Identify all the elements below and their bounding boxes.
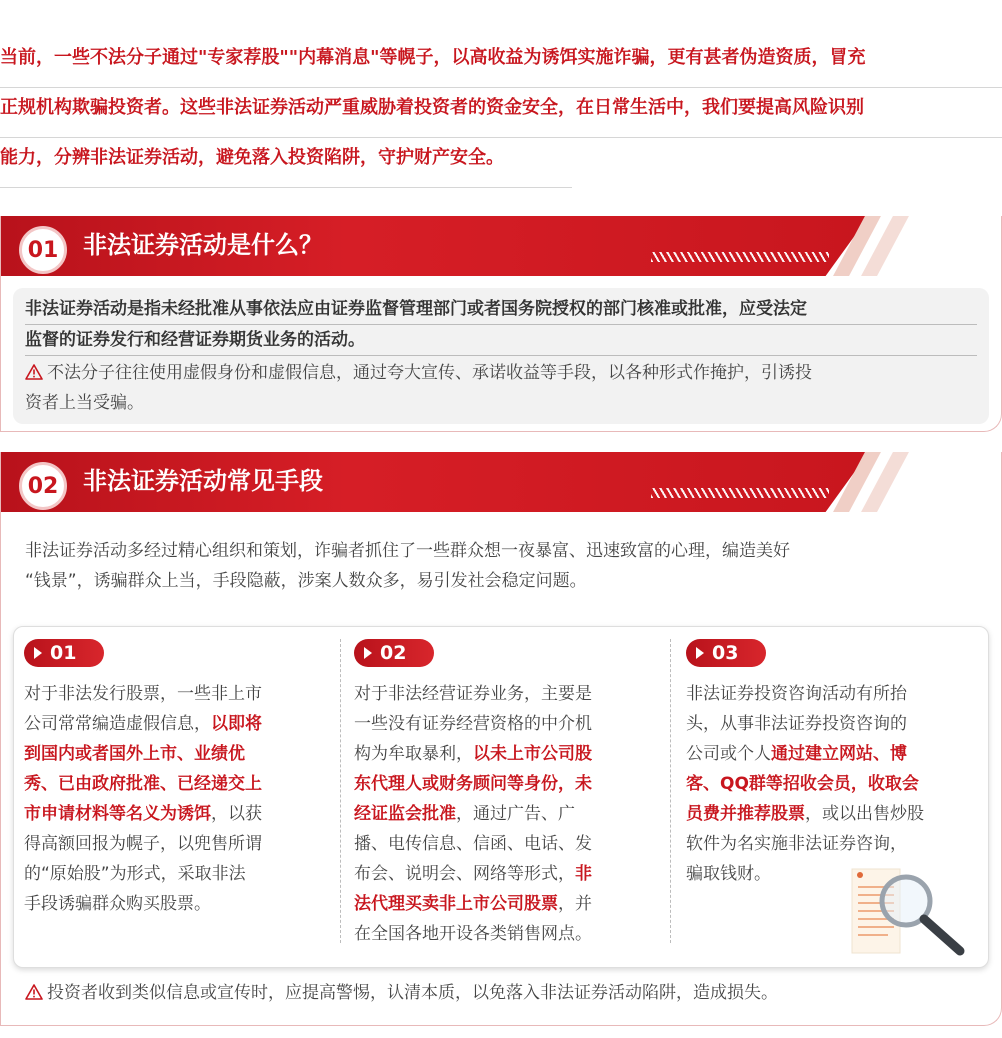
method-text-line (24, 859, 324, 889)
method-text (354, 679, 654, 949)
method-text-line (686, 799, 986, 829)
body-text: 软件为名实施非法证券咨询， (686, 834, 907, 854)
body-text: 骗取钱财。 (686, 864, 771, 884)
body-text: 手段诱骗群众购买股票。 (24, 894, 211, 914)
section-intro-line: 非法证券活动多经过精心组织和策划，诈骗者抓住了一些群众想一夜暴富、迅速致富的心理，编造美好 (25, 541, 790, 561)
column-divider (340, 639, 341, 943)
method-text-line (686, 739, 986, 769)
method-text-line (354, 829, 654, 859)
method-number: 01 (50, 642, 77, 664)
intro-paragraph (0, 38, 1002, 188)
method-number: 03 (712, 642, 739, 664)
method-text-line (686, 709, 986, 739)
highlighted-text: 法代理买卖非上市公司股票 (354, 894, 558, 914)
method-label-pill (686, 639, 766, 667)
method-text-line (354, 799, 654, 829)
highlighted-text: 员费并推荐股票 (686, 804, 805, 824)
method-text-line (354, 859, 654, 889)
body-text: 对于非法经营证券业务，主要是 (354, 684, 592, 704)
definition-line: 监督的证券发行和经营证券期货业务的活动。 (25, 325, 977, 356)
body-text: 构为牟取暴利， (354, 744, 473, 764)
intro-line: 当前，一些不法分子通过"专家荐股""内幕消息"等幌子，以高收益为诱饵实施诈骗，更有甚者伪造资质，冒充 (0, 38, 1002, 88)
highlighted-text: 通过建立网站、博 (771, 744, 907, 764)
play-icon (364, 647, 372, 659)
body-text: 播、电传信息、信函、电话、发 (354, 834, 592, 854)
body-text: 头，从事非法证券投资咨询的 (686, 714, 907, 734)
methods-panel (13, 626, 989, 968)
highlighted-text: 经证监会批准 (354, 804, 456, 824)
warning-line: 不法分子往往使用虚假身份和虚假信息，通过夸大宣传、承诺收益等手段，以各种形式作掩护，引诱投 (47, 363, 812, 383)
method-text-line (354, 919, 654, 949)
decorative-stripes (651, 488, 829, 498)
method-text-line (24, 679, 324, 709)
highlighted-text: 以未上市公司股 (473, 744, 592, 764)
highlighted-text: 到国内或者国外上市、业绩优 (24, 744, 245, 764)
method-column (686, 639, 986, 889)
section-number-badge: 01 (19, 226, 67, 274)
body-text: ，以获 (211, 804, 262, 824)
method-text-line (354, 739, 654, 769)
section-intro-line: “钱景”，诱骗群众上当，手段隐蔽，涉案人数众多，易引发社会稳定问题。 (25, 571, 587, 591)
body-text: 的“原始股”为形式，采取非法 (24, 864, 246, 884)
body-text: 一些没有证券经营资格的中介机 (354, 714, 592, 734)
body-text: 非法证券投资咨询活动有所抬 (686, 684, 907, 704)
body-text: 在全国各地开设各类销售网点。 (354, 924, 592, 944)
highlighted-text: 客、QQ群等招收会员，收取会 (686, 774, 919, 794)
section-number-badge: 02 (19, 462, 67, 510)
method-text-line (24, 799, 324, 829)
warning-line: 资者上当受骗。 (25, 393, 144, 413)
play-icon (34, 647, 42, 659)
highlighted-text: 市申请材料等名义为诱饵 (24, 804, 211, 824)
method-text-line (24, 709, 324, 739)
body-text: 公司或个人 (686, 744, 771, 764)
play-icon (696, 647, 704, 659)
section-title: 非法证券活动常见手段 (83, 467, 323, 495)
section-common-methods (0, 452, 1002, 1026)
body-text: ，或以出售炒股 (805, 804, 924, 824)
body-text: 对于非法发行股票，一些非上市 (24, 684, 262, 704)
bottom-warning (25, 978, 778, 1008)
definition-text (25, 294, 977, 356)
section-intro (25, 536, 985, 596)
decorative-stripes (651, 252, 829, 262)
method-text (24, 679, 324, 919)
intro-line: 能力，分辨非法证券活动，避免落入投资陷阱，守护财产安全。 (0, 138, 572, 188)
method-text-line (354, 889, 654, 919)
method-text-line (354, 769, 654, 799)
method-number: 02 (380, 642, 407, 664)
method-text-line (24, 829, 324, 859)
body-text: ，并 (558, 894, 592, 914)
body-text: ，通过广告、广 (456, 804, 575, 824)
magnifier-document-icon (848, 865, 972, 959)
warning-triangle-icon (25, 984, 43, 1000)
method-text-line (24, 739, 324, 769)
highlighted-text: 东代理人或财务顾问等身份，未 (354, 774, 592, 794)
method-label-pill (354, 639, 434, 667)
column-divider (670, 639, 671, 943)
bottom-warning-text: 投资者收到类似信息或宣传时，应提高警惕，认清本质，以免落入非法证券活动陷阱，造成损失。 (47, 983, 778, 1003)
highlighted-text: 秀、已由政府批准、已经递交上 (24, 774, 262, 794)
method-text-line (354, 709, 654, 739)
method-text-line (686, 679, 986, 709)
section-what-is-illegal-securities (0, 216, 1002, 432)
body-text: 公司常常编造虚假信息， (24, 714, 211, 734)
definition-line: 非法证券活动是指未经批准从事依法应由证券监督管理部门或者国务院授权的部门核准或批准，应受法定 (25, 294, 977, 325)
method-text (686, 679, 986, 889)
highlighted-text: 以即将 (211, 714, 262, 734)
method-label-pill (24, 639, 104, 667)
method-text-line (354, 679, 654, 709)
body-text: 得高额回报为幌子，以兜售所谓 (24, 834, 262, 854)
highlighted-text: 非 (575, 864, 592, 884)
method-column (354, 639, 654, 949)
method-text-line (24, 889, 324, 919)
warning-note (25, 358, 977, 418)
intro-line: 正规机构欺骗投资者。这些非法证券活动严重威胁着投资者的资金安全，在日常生活中，我们要提高风险识别 (0, 88, 1002, 138)
method-text-line (686, 769, 986, 799)
body-text: 布会、说明会、网络等形式， (354, 864, 575, 884)
method-text-line (24, 769, 324, 799)
section-title: 非法证券活动是什么？ (83, 231, 323, 259)
method-column (24, 639, 324, 919)
method-text-line (686, 829, 986, 859)
warning-triangle-icon (25, 364, 43, 380)
definition-box (13, 288, 989, 424)
